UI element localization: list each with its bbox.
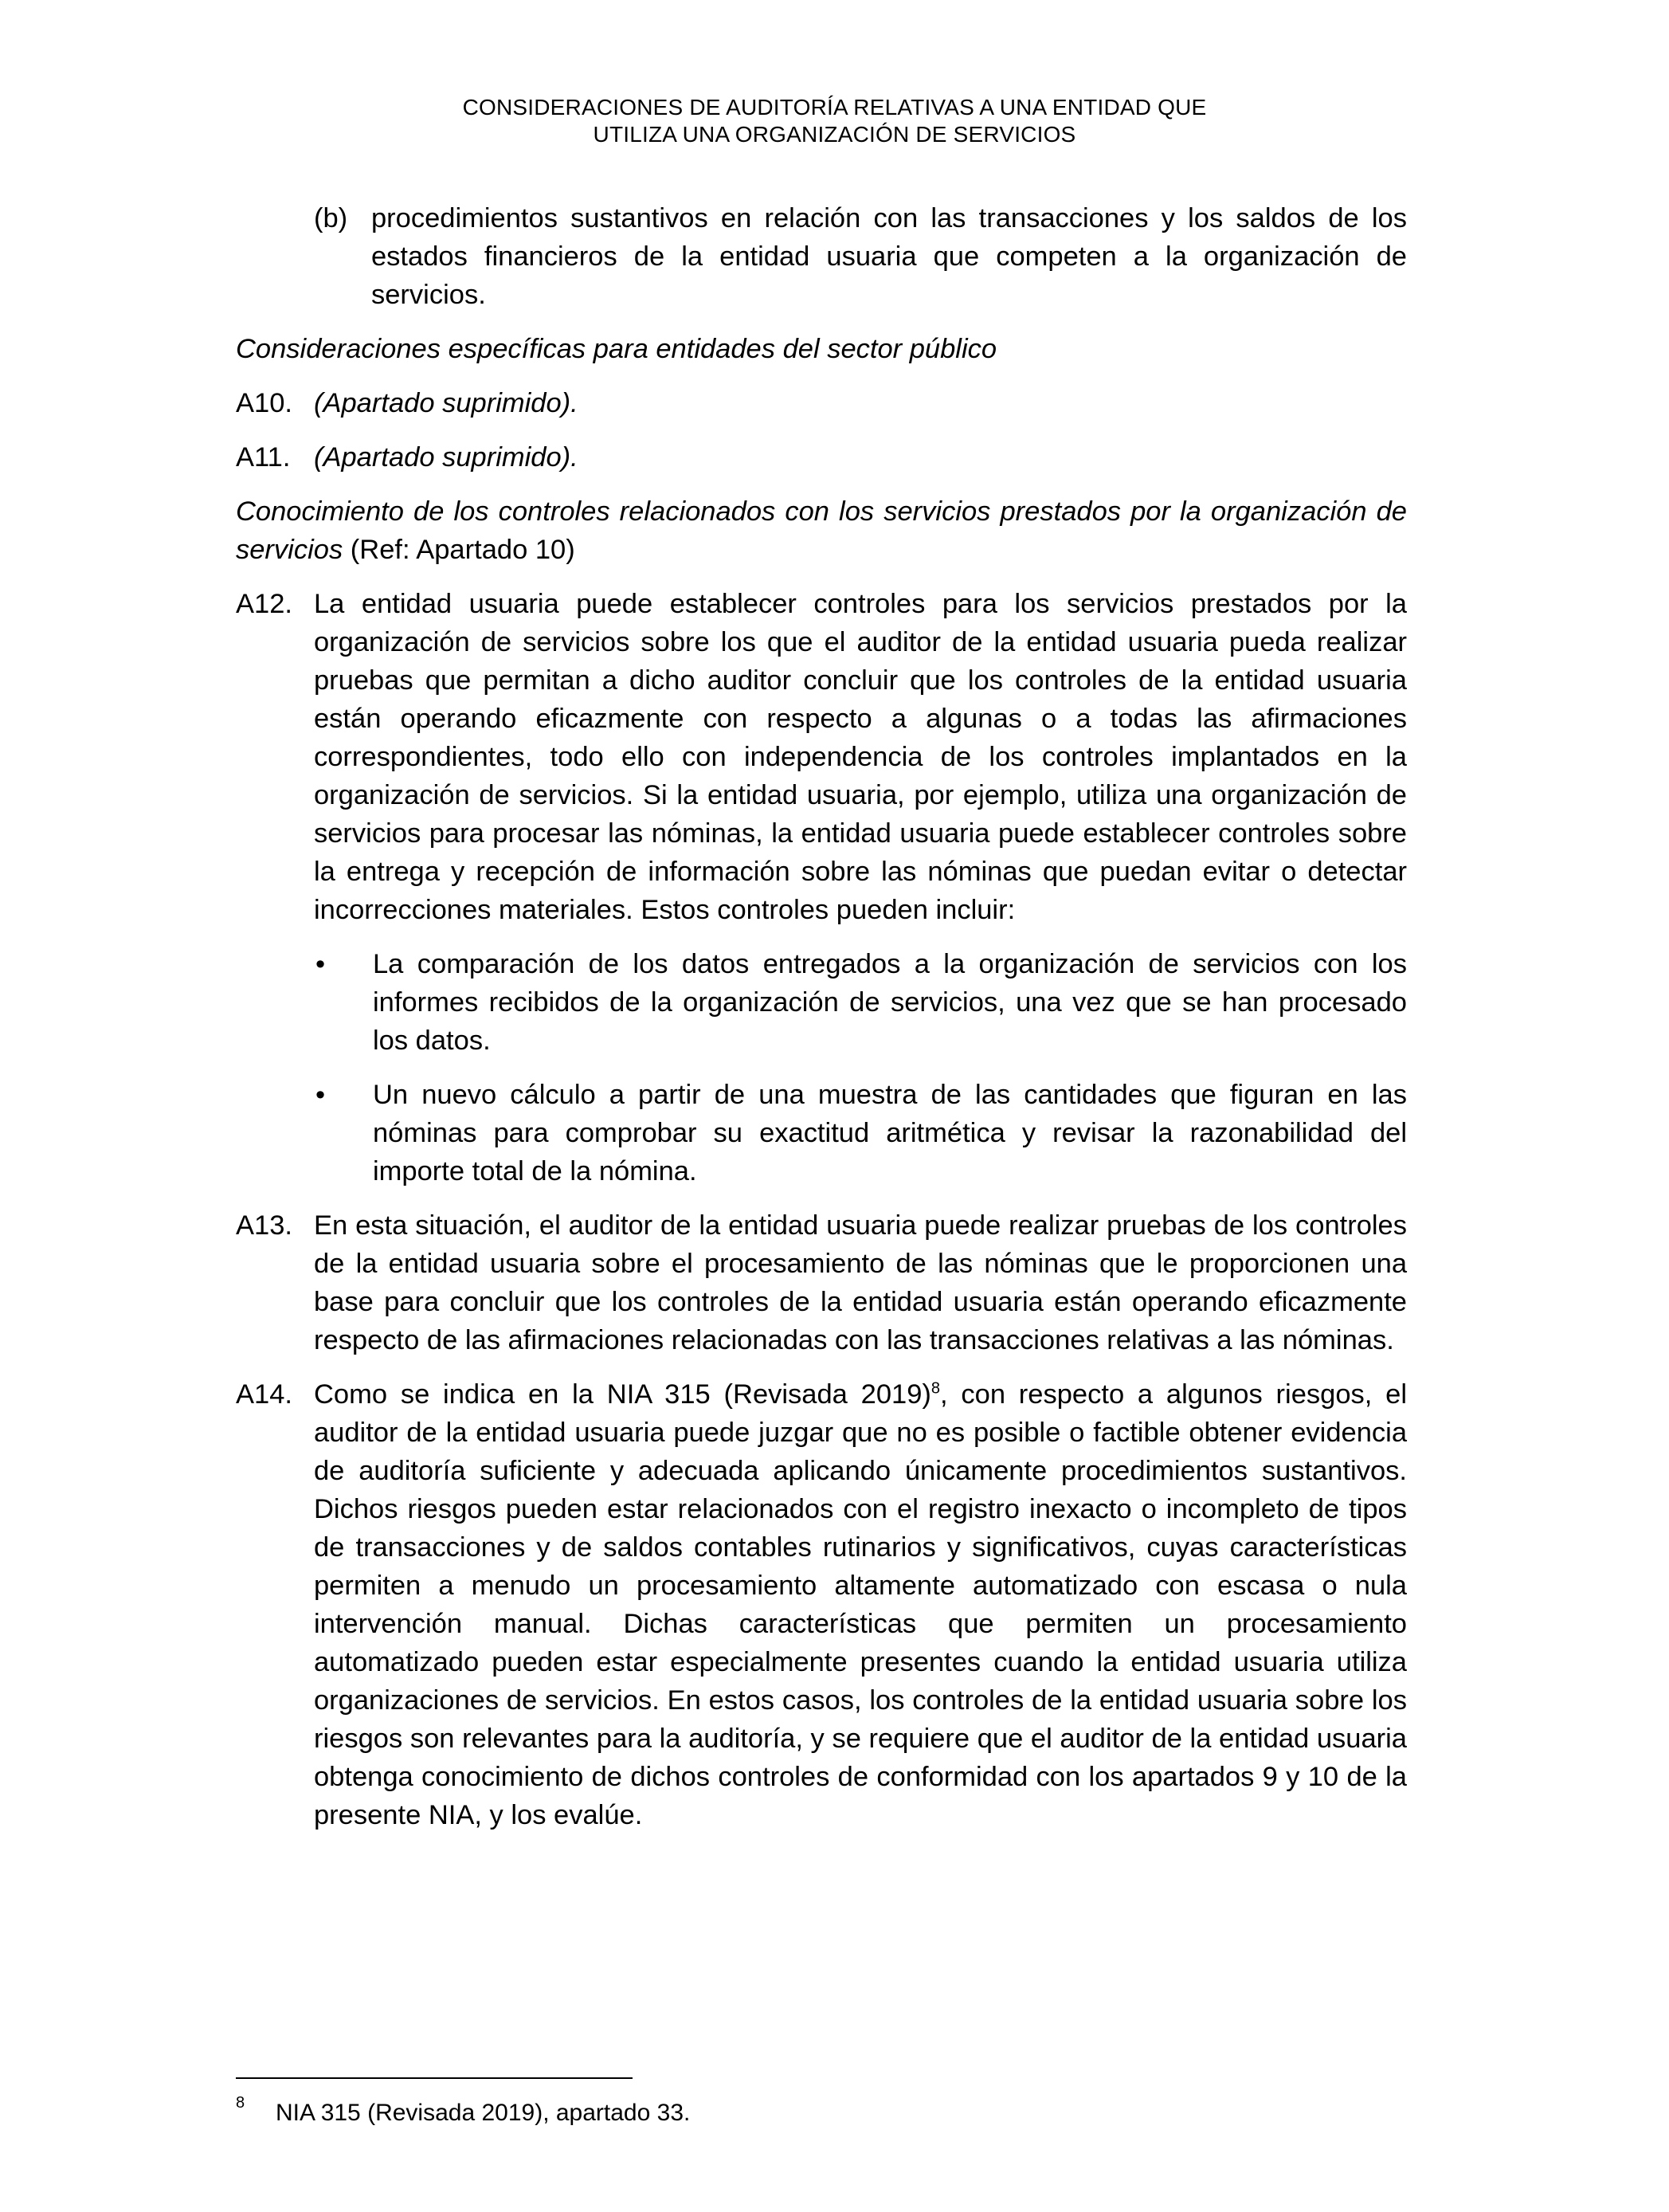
footnote-reference[interactable]: 8 xyxy=(930,1379,941,1398)
bullet-text: Un nuevo cálculo a partir de una muestra de las cantidades que figuran en las nóminas para comprobar su exactitud aritmética y revisar la razonabilidad del importe total de la nómina. xyxy=(373,1080,1407,1186)
paragraph-a10 xyxy=(236,384,1407,422)
paragraph-b xyxy=(314,199,1407,314)
paragraph-number: A13. xyxy=(236,1210,292,1241)
paragraph-text-start: Como se indica en la NIA 315 (Revisada 2019) xyxy=(314,1379,931,1410)
bullet-icon: • xyxy=(315,1080,326,1110)
document-body xyxy=(236,199,1407,1850)
paragraph-text: La entidad usuaria puede establecer controles para los servicios prestados por la organización de servicios sobre los que el auditor de la entidad usuaria pueda realizar pruebas que permitan a dicho auditor concluir que los controles de la entidad usuaria están operando eficazmente con respecto a algunas o a todas las afirmaciones correspondientes, todo ello con independencia de los controles implantados en la organización de servicios. Si la entidad usuaria, por ejemplo, utiliza una organización de servicios para procesar las nóminas, la entidad usuaria puede establecer controles sobre la entrega y recepción de información sobre las nóminas que puedan evitar o detectar incorrecciones materiales. Estos controles pueden incluir: xyxy=(314,589,1407,925)
footnote-text: NIA 315 (Revisada 2019), apartado 33. xyxy=(276,2100,691,2126)
footnote xyxy=(236,2094,691,2129)
paragraph-number: A10. xyxy=(236,388,292,418)
paragraph-a12 xyxy=(236,585,1407,929)
heading-reference: (Ref: Apartado 10) xyxy=(343,535,575,565)
running-header xyxy=(0,94,1669,148)
paragraph-text: (Apartado suprimido). xyxy=(314,442,578,473)
paragraph-number: A11. xyxy=(236,442,291,473)
heading-text: Conocimiento de los controles relacionados con los servicios prestados por la organización de servicios xyxy=(236,496,1407,565)
bullet-item xyxy=(314,945,1407,1060)
paragraph-text xyxy=(314,1375,1407,1834)
header-line-1: CONSIDERACIONES DE AUDITORÍA RELATIVAS A UNA ENTIDAD QUE xyxy=(462,95,1207,120)
paragraph-label: (b) xyxy=(314,203,348,233)
paragraph-text: (Apartado suprimido). xyxy=(314,388,578,418)
footnote-number: 8 xyxy=(236,2094,245,2112)
header-line-2: UTILIZA UNA ORGANIZACIÓN DE SERVICIOS xyxy=(593,122,1076,147)
bullet-text: La comparación de los datos entregados a la organización de servicios con los informes recibidos de la organización de servicios, una vez que se han procesado los datos. xyxy=(373,949,1407,1056)
paragraph-text: En esta situación, el auditor de la entidad usuaria puede realizar pruebas de los controles de la entidad usuaria sobre el procesamiento de las nóminas que le proporcionen una base para concluir que los controles de la entidad usuaria están operando eficazmente respecto de las afirmaciones relacionadas con las transacciones relativas a las nóminas. xyxy=(314,1210,1407,1355)
paragraph-a11 xyxy=(236,438,1407,477)
paragraph-a14 xyxy=(236,1375,1407,1834)
paragraph-text-rest: , con respecto a algunos riesgos, el auditor de la entidad usuaria puede juzgar que no es posible o factible obtener evidencia de auditoría suficiente y adecuada aplicando únicamente procedimientos sustantivos. Dichos riesgos pueden estar relacionados con el registro inexacto o incompleto de tipos de transacciones y de saldos contables rutinarios y significativos, cuyas características permiten a menudo un procesamiento altamente automatizado con escasa o nula intervención manual. Dichas características que permiten un procesamiento automatizado pueden estar especialmente presentes cuando la entidad usuaria utiliza organizaciones de servicios. En estos casos, los controles de la entidad usuaria sobre los riesgos son relevantes para la auditoría, y se requiere que el auditor de la entidad usuaria obtenga conocimiento de dichos controles de conformidad con los apartados 9 y 10 de la presente NIA, y los evalúe. xyxy=(314,1379,1407,1830)
paragraph-number: A14. xyxy=(236,1379,292,1410)
bullet-icon: • xyxy=(315,949,326,979)
footnote-separator xyxy=(236,2077,633,2079)
paragraph-number: A12. xyxy=(236,589,292,619)
paragraph-a13 xyxy=(236,1206,1407,1359)
paragraph-text: procedimientos sustantivos en relación con las transacciones y los saldos de los estados financieros de la entidad usuaria que competen a la organización de servicios. xyxy=(371,203,1407,310)
bullet-item xyxy=(314,1076,1407,1190)
section-heading-controls xyxy=(236,492,1407,569)
section-heading-public-sector: Consideraciones específicas para entidades del sector público xyxy=(236,334,997,364)
